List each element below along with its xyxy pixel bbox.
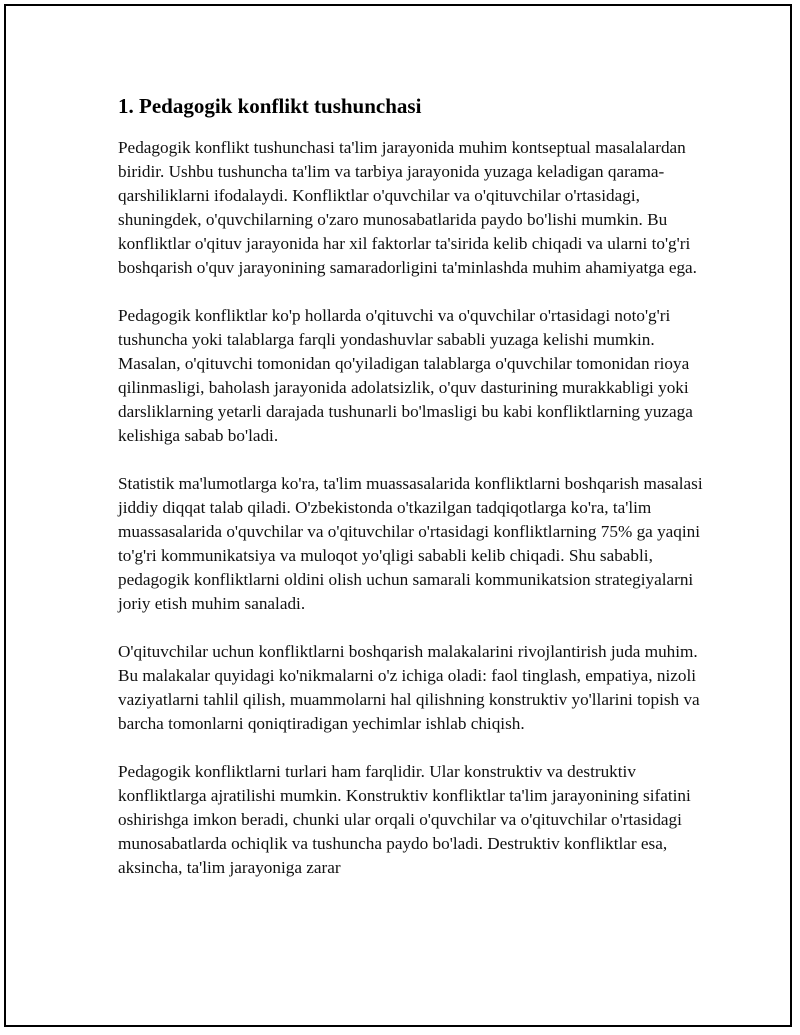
section-heading: 1. Pedagogik konflikt tushunchasi	[118, 94, 422, 118]
paragraph-2: Pedagogik konfliktlar ko'p hollarda o'qituvchi va o'quvchilar o'rtasidagi noto'g'ri tushuncha yoki talablarga farqli yondashuvlar sababli yuzaga kelishi mumkin. Masalan, o'qituvchi tomonidan qo'yiladigan talablarga o'quvchilar tomonidan rioya qilinmasligi, baholash jarayonida adolatsizlik, o'quv dasturining murakkabligi yoki darsliklarning yetarli darajada tushunarli bo'lmasligi bu kabi konfliktlarning yuzaga kelishiga sabab bo'ladi.	[118, 306, 693, 445]
paragraph-3: Statistik ma'lumotlarga ko'ra, ta'lim muassasalarida konfliktlarni boshqarish masalasi jiddiy diqqat talab qiladi. O'zbekistonda o'tkazilgan tadqiqotlarga ko'ra, ta'lim muassasalarida o'quvchilar va o'qituvchilar o'rtasidagi konfliktlarning 75% ga yaqini to'g'ri kommunikatsiya va muloqot yo'qligi sababli kelib chiqadi. Shu sababli, pedagogik konfliktlarni oldini olish uchun samarali kommunikatsion strategiyalarni joriy etish muhim sanaladi.	[118, 474, 703, 613]
paragraph-4: O'qituvchilar uchun konfliktlarni boshqarish malakalarini rivojlantirish juda muhim. Bu malakalar quyidagi ko'nikmalarni o'z ichiga oladi: faol tinglash, empatiya, nizoli vaziyatlarni tahlil qilish, muammolarni hal qilishning konstruktiv yo'llarini topish va barcha tomonlarni qoniqtiradigan yechimlar ishlab chiqish.	[118, 642, 700, 733]
paragraph-5: Pedagogik konfliktlarni turlari ham farqlidir. Ular konstruktiv va destruktiv konfliktlarga ajratilishi mumkin. Konstruktiv konfliktlar ta'lim jarayonining sifatini oshirishga imkon beradi, chunki ular orqali o'quvchilar va o'qituvchilar o'rtasidagi munosabatlarda ochiqlik va tushuncha paydo bo'ladi. Destruktiv konfliktlar esa, aksincha, ta'lim jarayoniga zarar	[118, 762, 691, 877]
document-body	[118, 92, 718, 904]
paragraph-1: Pedagogik konflikt tushunchasi ta'lim jarayonida muhim kontseptual masalalardan biridir. Ushbu tushuncha ta'lim va tarbiya jarayonida yuzaga keladigan qarama-qarshiliklarni ifodalaydi. Konfliktlar o'quvchilar va o'qituvchilar o'rtasidagi, shuningdek, o'quvchilarning o'zaro munosabatlarida paydo bo'lishi mumkin. Bu konfliktlar o'qituv jarayonida har xil faktorlar ta'sirida kelib chiqadi va ularni to'g'ri boshqarish o'quv jarayonining samaradorligini ta'minlashda muhim ahamiyatga ega.	[118, 138, 697, 277]
